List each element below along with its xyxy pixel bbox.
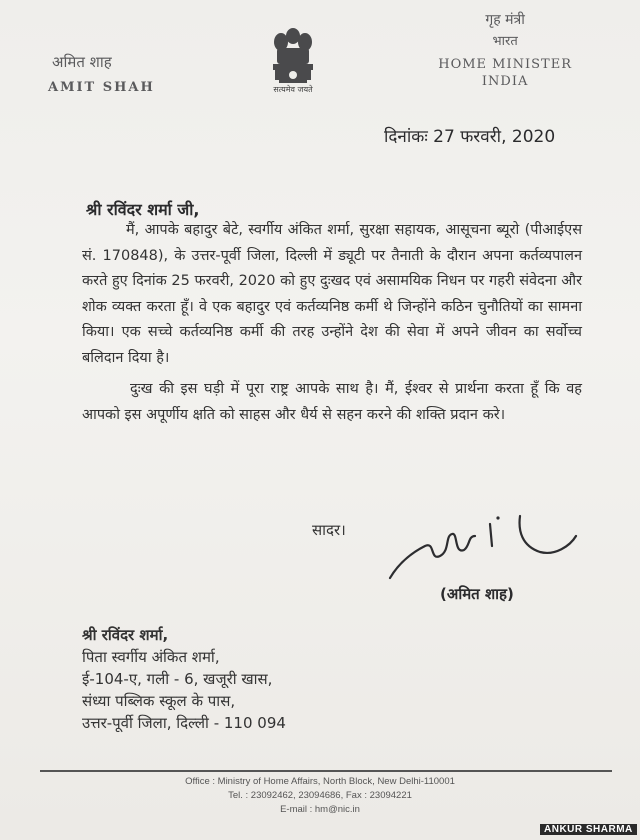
address-line: पिता स्वर्गीय अंकित शर्मा, xyxy=(82,648,220,666)
letter-date: दिनांकः 27 फरवरी, 2020 xyxy=(384,127,556,147)
country-english: INDIA xyxy=(481,74,529,89)
recipient-name: श्री रविंदर शर्मा, xyxy=(82,626,169,644)
photo-credit: ANKUR SHARMA xyxy=(540,824,637,835)
title-hindi: गृह मंत्री xyxy=(485,12,525,28)
signatory-name: (अमित शाह) xyxy=(440,585,514,603)
sender-name-hindi: अमित शाह xyxy=(52,53,112,71)
address-line: उत्तर-पूर्वी जिला, दिल्ली - 110 094 xyxy=(82,714,286,732)
footer-phone: Tel. : 23092462, 23094686, Fax : 23094221 xyxy=(228,790,412,801)
country-hindi: भारत xyxy=(492,34,518,49)
signature-icon xyxy=(380,506,580,586)
letterhead-left xyxy=(36,52,155,95)
address-line: संध्या पब्लिक स्कूल के पास, xyxy=(82,692,236,710)
emblem-motto: सत्यमेव जयते xyxy=(273,85,313,94)
footer-email: E-mail : hm@nic.in xyxy=(280,804,360,815)
address-line: ई-104-ए, गली - 6, खजूरी खास, xyxy=(82,670,273,688)
letter-footer xyxy=(0,775,640,817)
sender-name-english: AMIT SHAH xyxy=(48,80,155,95)
footer-office: Office : Ministry of Home Affairs, North Block, New Delhi-110001 xyxy=(185,776,455,787)
salutation: श्री रविंदर शर्मा जी, xyxy=(86,200,200,219)
closing: सादर। xyxy=(312,521,346,539)
footer-divider xyxy=(40,770,612,772)
recipient-address xyxy=(82,624,286,734)
body-paragraph-2: दुःख की इस घड़ी में पूरा राष्ट्र आपके साथ है। मैं, ईश्वर से प्रार्थना करता हूँ कि वह आपको इस अपूर्णीय क्षति को साहस और धैर्य से सहन करने की शक्ति प्रदान करे। xyxy=(82,381,582,423)
letter-body xyxy=(82,218,582,428)
title-english: HOME MINISTER xyxy=(438,57,572,72)
body-paragraph-1: मैं, आपके बहादुर बेटे, स्वर्गीय अंकित शर्मा, सुरक्षा सहायक, आसूचना ब्यूरो (पीआईएस सं. 170848), के उत्तर-पूर्वी जिला, दिल्ली में ड्यूटी पर तैनाती के दौरान अपना कर्तव्यपालन करते हुए दिनांक 25 फरवरी, 2020 को हुए दुःखद एवं असामयिक निधन पर गहरी संवेदना और शोक व्यक्त करता हूँ। वे एक बहादुर एवं कर्तव्यनिष्ठ कर्मी थे जिन्होंने कठिन चुनौतियों का सामना किया। एक सच्चे कर्तव्यनिष्ठ कर्मी की तरह उन्होंने देश की सेवा में अपने जीवन का सर्वोच्च बलिदान दिया है। xyxy=(82,222,582,366)
letterhead-right xyxy=(438,10,572,89)
